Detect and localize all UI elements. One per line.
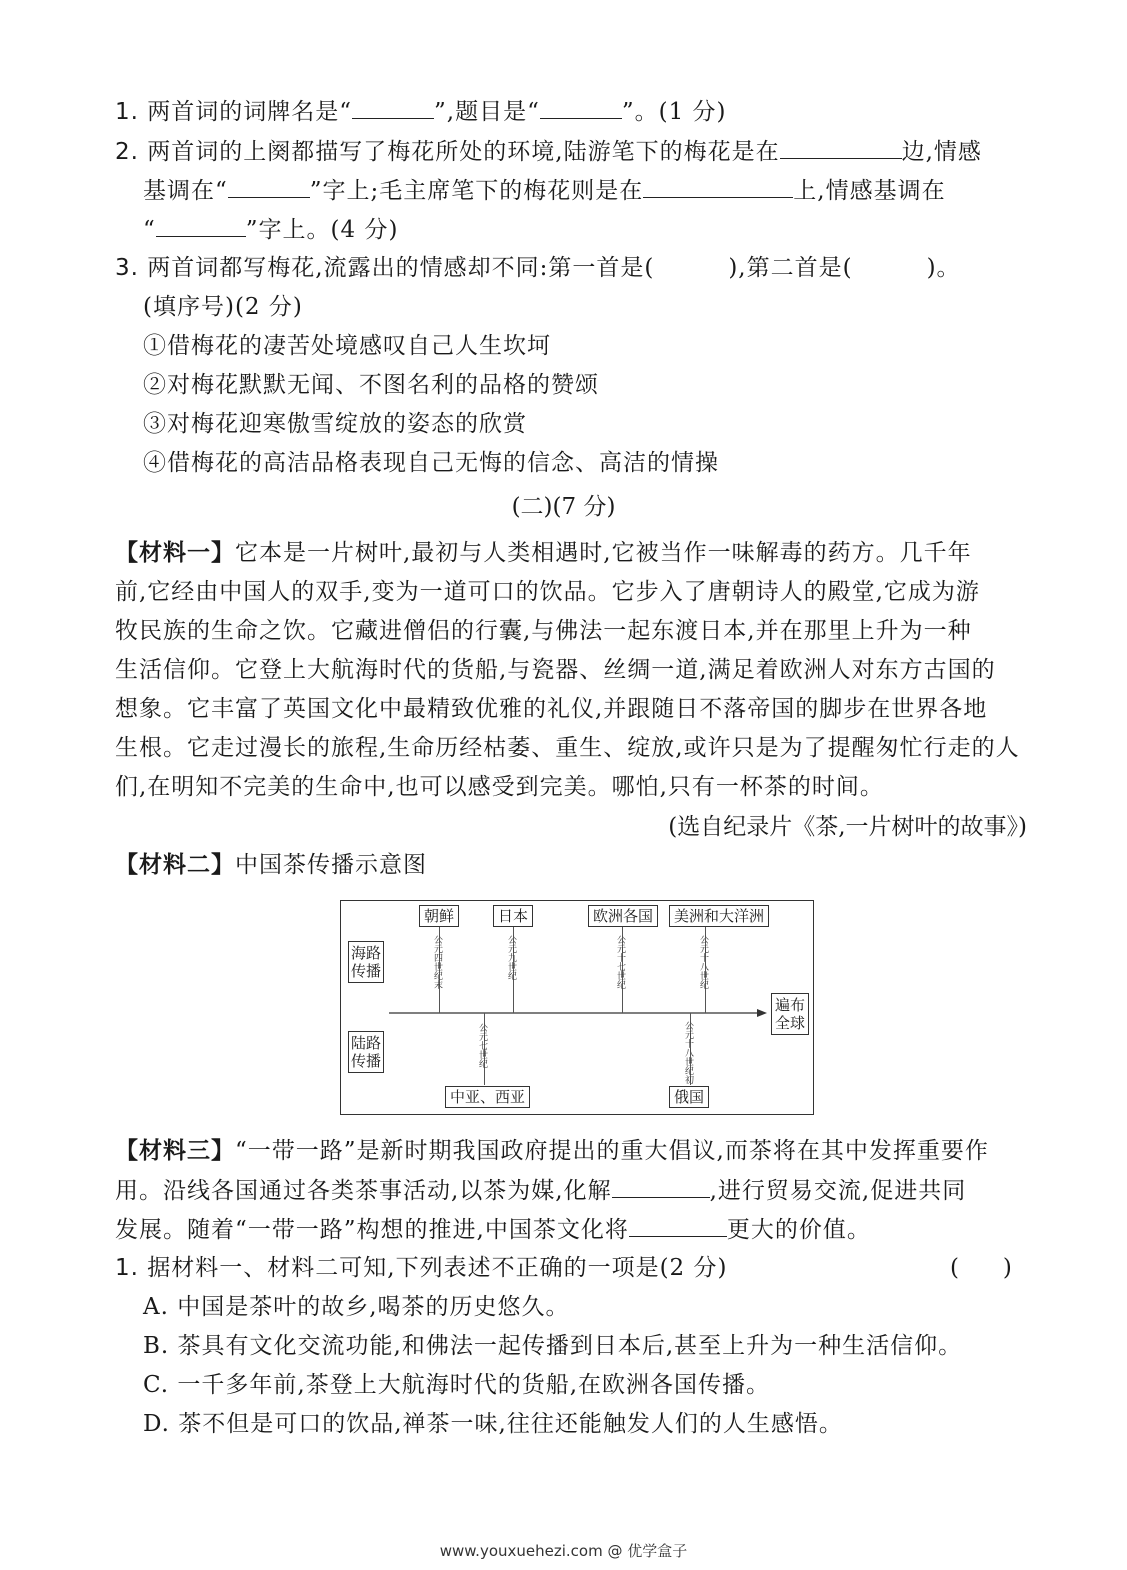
americas-time: 公元十八世纪 [698,935,708,989]
sea-route-label: 海路 传播 [348,941,384,983]
option-2: ②对梅花默默无闻、不图名利的品格的赞颂 [143,372,599,398]
answer-blank[interactable] [352,96,434,119]
question-1: 1. 两首词的词牌名是“ ”,题目是“ ”。(1 分) [115,96,727,127]
europe-box: 欧洲各国 [588,905,658,927]
spread-arrow [389,1006,769,1020]
question-2-line2: 基调在“ ”字上;毛主席笔下的梅花则是在 上,情感基调在 [143,175,946,206]
russia-time: 公元十八世纪初 [683,1021,693,1084]
central-asia-time: 公元七世纪 [477,1023,487,1068]
choice-d: D. 茶不但是可口的饮品,禅茶一味,往往还能触发人们的人生感悟。 [143,1411,843,1437]
answer-blank[interactable] [228,175,310,198]
material-1-source: (选自纪录片《茶,一片树叶的故事》) [668,814,1027,840]
answer-paren[interactable]: ( ) [950,1255,1012,1281]
question-3: 3. 两首词都写梅花,流露出的情感却不同:第一首是( ),第二首是( )。 [115,255,961,281]
japan-time: 公元九世纪 [506,935,516,980]
material-3-line: 用。沿线各国通过各类茶事活动,以茶为媒,化解 ,进行贸易交流,促进共同 [115,1175,966,1206]
land-route-label: 陆路 传播 [348,1031,384,1073]
answer-blank[interactable] [780,136,902,159]
material-3-line: 【材料三】“一带一路”是新时期我国政府提出的重大倡议,而茶将在其中发挥重要作 [115,1138,989,1164]
central-west-asia-box: 中亚、西亚 [445,1086,530,1108]
material-1-line: 生活信仰。它登上大航海时代的货船,与瓷器、丝绸一道,满足着欧洲人对东方古国的 [115,657,996,683]
japan-box: 日本 [493,905,533,927]
global-label: 遍布 全球 [771,993,809,1035]
choice-b: B. 茶具有文化交流功能,和佛法一起传播到日本后,甚至上升为一种生活信仰。 [143,1333,963,1359]
footer-watermark: www.youxuehezi.com @ 优学盒子 [439,1542,688,1560]
option-3: ③对梅花迎寒傲雪绽放的姿态的欣赏 [143,411,527,437]
europe-time: 公元十七世纪 [615,935,625,989]
material-1-line: 牧民族的生命之饮。它藏进僧侣的行囊,与佛法一起东渡日本,并在那里上升为一种 [115,618,972,644]
material-1-line: 想象。它丰富了英国文化中最精致优雅的礼仪,并跟随日不落帝国的脚步在世界各地 [115,696,988,722]
answer-blank[interactable] [643,175,793,198]
material-2-tag: 【材料二】 [115,852,235,878]
material-1-line: 生根。它走过漫长的旅程,生命历经枯萎、重生、绽放,或许只是为了提醒匆忙行走的人 [115,735,1020,761]
question-3-instruction: (填序号)(2 分) [143,294,303,320]
section-title: (二)(7 分) [511,494,616,520]
answer-blank[interactable] [612,1175,710,1198]
material-1-tag: 【材料一】 [115,540,235,566]
answer-blank[interactable] [540,96,622,119]
material-1-line: 前,它经由中国人的双手,变为一道可口的饮品。它步入了唐朝诗人的殿堂,它成为游 [115,579,980,605]
russia-box: 俄国 [669,1086,709,1108]
answer-blank[interactable] [156,214,246,237]
question-2-line3: “ ”字上。(4 分) [143,214,398,245]
choice-c: C. 一千多年前,茶登上大航海时代的货船,在欧洲各国传播。 [143,1372,771,1398]
question-2: 2. 两首词的上阕都描写了梅花所处的环境,陆游笔下的梅花是在 边,情感 [115,136,982,167]
choice-a: A. 中国是茶叶的故乡,喝茶的历史悠久。 [143,1294,570,1320]
americas-oceania-box: 美洲和大洋洲 [669,905,769,927]
material-2-heading: 【材料二】中国茶传播示意图 [115,852,427,878]
korea-time: 公元四世纪末 [432,935,442,989]
material-3-tag: 【材料三】 [115,1138,235,1164]
material-1-line: 们,在明知不完美的生命中,也可以感受到完美。哪怕,只有一杯茶的时间。 [115,774,884,800]
tea-spread-diagram [340,900,814,1115]
option-1: ①借梅花的凄苦处境感叹自己人生坎坷 [143,333,551,359]
material-1-line: 【材料一】它本是一片树叶,最初与人类相遇时,它被当作一味解毒的药方。几千年 [115,540,972,566]
korea-box: 朝鲜 [419,905,459,927]
material-3-line: 发展。随着“一带一路”构想的推进,中国茶文化将 更大的价值。 [115,1214,871,1245]
answer-blank[interactable] [629,1214,727,1237]
section2-question-1: 1. 据材料一、材料二可知,下列表述不正确的一项是(2 分) [115,1255,728,1281]
option-4: ④借梅花的高洁品格表现自己无悔的信念、高洁的情操 [143,450,719,476]
